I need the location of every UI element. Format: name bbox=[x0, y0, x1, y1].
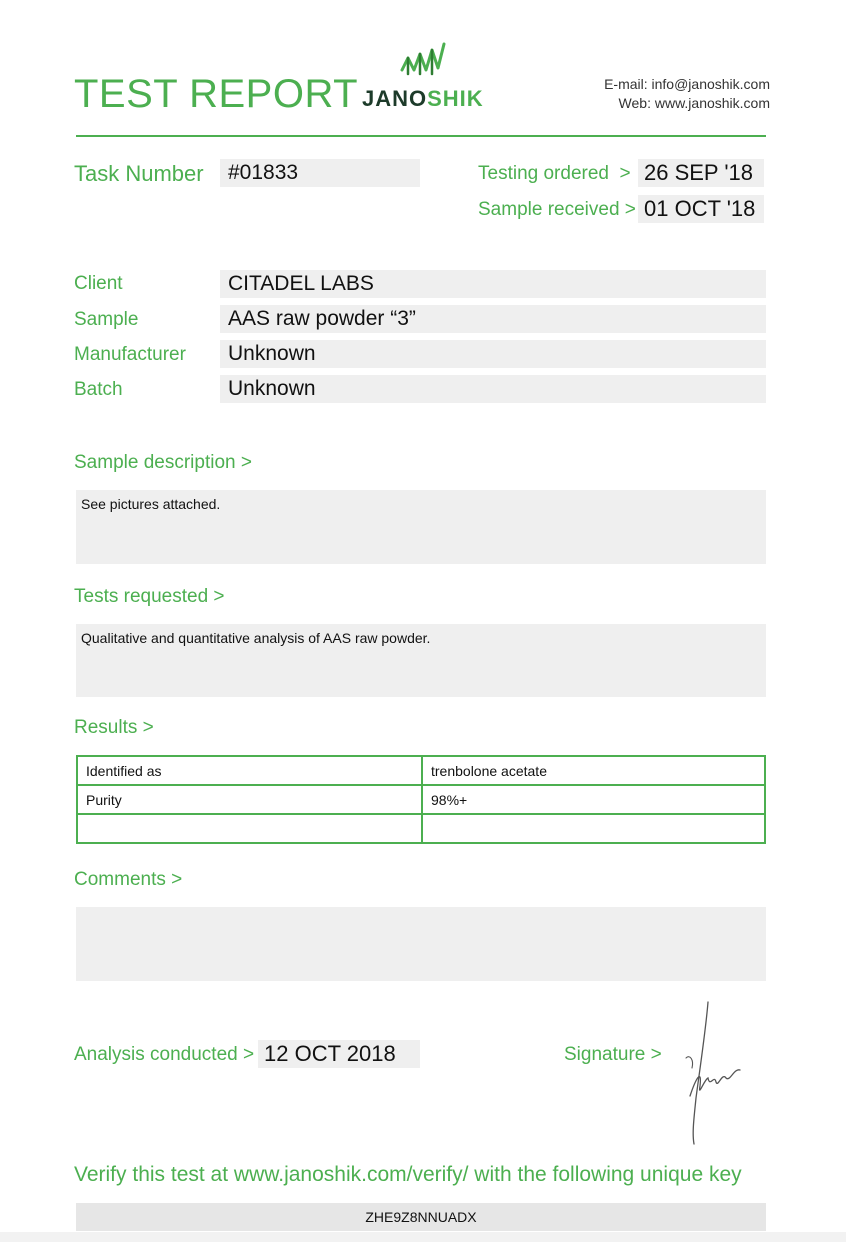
logo-text bbox=[362, 86, 484, 112]
verify-instructions: Verify this test at www.janoshik.com/verify/ with the following unique key bbox=[74, 1163, 742, 1186]
table-row bbox=[77, 814, 765, 843]
results-table bbox=[76, 755, 766, 844]
sample-received-value: 01 OCT '18 bbox=[638, 195, 764, 223]
unique-key: ZHE9Z8NNUADX bbox=[76, 1203, 766, 1231]
contact-email: E-mail: info@janoshik.com bbox=[604, 76, 770, 92]
results-value: 98%+ bbox=[422, 785, 765, 814]
comments-label: Comments > bbox=[74, 869, 183, 890]
task-number-value: #01833 bbox=[220, 159, 420, 187]
contact-web: Web: www.janoshik.com bbox=[618, 95, 770, 111]
table-row bbox=[77, 756, 765, 785]
sample-received-label: Sample received > bbox=[478, 199, 636, 220]
signature-icon bbox=[676, 998, 756, 1148]
results-value: trenbolone acetate bbox=[422, 756, 765, 785]
logo-text-accent: SHIK bbox=[427, 86, 484, 111]
header-divider bbox=[76, 135, 766, 137]
client-label: Client bbox=[74, 273, 123, 294]
results-key: Purity bbox=[77, 785, 422, 814]
batch-label: Batch bbox=[74, 379, 123, 400]
results-key bbox=[77, 814, 422, 843]
janoshik-logo bbox=[362, 40, 482, 114]
page-bottom-edge bbox=[0, 1232, 846, 1242]
tests-requested-label: Tests requested > bbox=[74, 586, 225, 607]
results-label: Results > bbox=[74, 717, 154, 738]
testing-ordered-label: Testing ordered > bbox=[478, 163, 631, 184]
analysis-conducted-label: Analysis conducted > bbox=[74, 1044, 255, 1065]
task-number-label: Task Number bbox=[74, 161, 204, 186]
testing-ordered-value: 26 SEP '18 bbox=[638, 159, 764, 187]
manufacturer-label: Manufacturer bbox=[74, 344, 186, 365]
signature-label: Signature > bbox=[564, 1044, 662, 1065]
logo-text-primary: JANO bbox=[362, 86, 428, 111]
analysis-conducted-value: 12 OCT 2018 bbox=[258, 1040, 420, 1068]
results-value bbox=[422, 814, 765, 843]
contact-info bbox=[604, 75, 770, 113]
manufacturer-value: Unknown bbox=[220, 340, 766, 368]
comments-text bbox=[76, 907, 766, 981]
table-row bbox=[77, 785, 765, 814]
sample-description-label: Sample description > bbox=[74, 452, 252, 473]
results-key: Identified as bbox=[77, 756, 422, 785]
report-title: TEST REPORT bbox=[74, 72, 359, 116]
batch-value: Unknown bbox=[220, 375, 766, 403]
logo-mark-icon bbox=[400, 40, 448, 76]
sample-description-text: See pictures attached. bbox=[76, 490, 766, 564]
sample-label: Sample bbox=[74, 309, 139, 330]
sample-value: AAS raw powder “3” bbox=[220, 305, 766, 333]
tests-requested-text: Qualitative and quantitative analysis of AAS raw powder. bbox=[76, 624, 766, 697]
client-value: CITADEL LABS bbox=[220, 270, 766, 298]
